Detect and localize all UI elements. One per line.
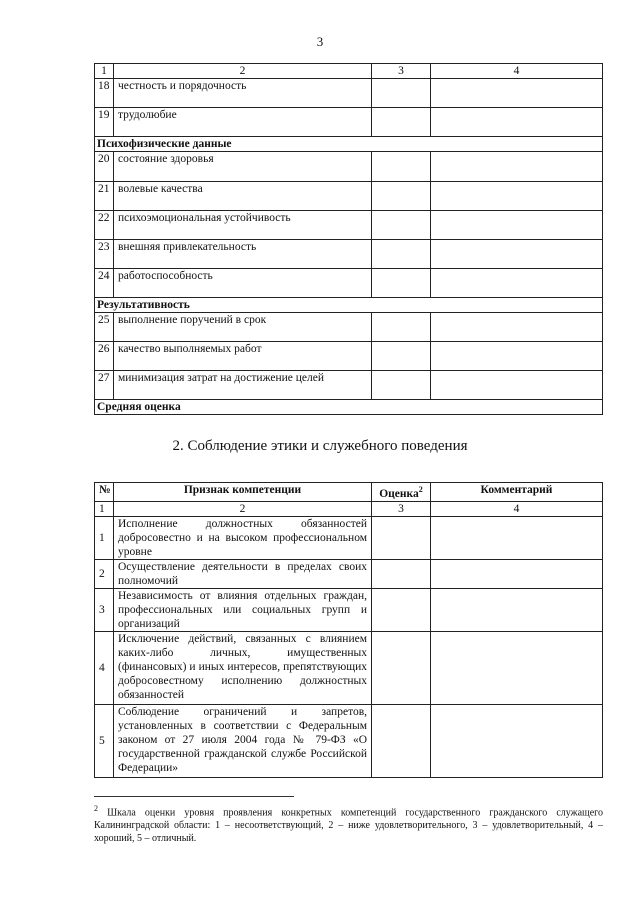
comment-cell[interactable] — [431, 588, 603, 631]
table-row — [95, 516, 603, 559]
section-label: Психофизические данные — [95, 137, 603, 152]
section-2-title: 2. Соблюдение этики и служебного поведения — [172, 438, 468, 454]
footnote — [94, 802, 603, 845]
row-number: 21 — [95, 182, 114, 211]
section-label: Средняя оценка — [95, 400, 603, 415]
row-number: 2 — [95, 559, 114, 588]
score-cell[interactable] — [372, 313, 431, 342]
table-row — [95, 240, 603, 269]
footnote-text: Шкала оценки уровня проявления конкретных компетенций государственного гражданского служащего Калининградской области: 1 – несоответствующий, 2 – ниже удовлетворительного, 3 – удовлетворительный, 4 – хороший, 5 – отличный. — [94, 807, 603, 845]
comment-cell[interactable] — [431, 516, 603, 559]
index-cell: 2 — [114, 64, 372, 79]
row-text: трудолюбие — [114, 108, 372, 137]
page-number: 3 — [316, 34, 324, 49]
score-cell[interactable] — [372, 240, 431, 269]
score-cell[interactable] — [372, 342, 431, 371]
row-number: 26 — [95, 342, 114, 371]
index-row — [95, 501, 603, 516]
comment-cell[interactable] — [431, 559, 603, 588]
row-number: 18 — [95, 79, 114, 108]
index-cell: 4 — [431, 64, 603, 79]
row-text: качество выполняемых работ — [114, 342, 372, 371]
table-row — [95, 559, 603, 588]
section-row — [95, 298, 603, 313]
footnote-mark: 2 — [94, 804, 98, 813]
column-header-num: № — [95, 483, 114, 502]
score-cell[interactable] — [372, 269, 431, 298]
index-cell: 2 — [114, 501, 372, 516]
score-cell[interactable] — [372, 704, 431, 777]
index-cell: 3 — [372, 64, 431, 79]
column-header-comment: Комментарий — [431, 483, 603, 502]
row-text: работоспособность — [114, 269, 372, 298]
table-row — [95, 269, 603, 298]
score-cell[interactable] — [372, 79, 431, 108]
row-number: 19 — [95, 108, 114, 137]
section-row — [95, 400, 603, 415]
score-cell[interactable] — [372, 588, 431, 631]
score-cell[interactable] — [372, 631, 431, 704]
row-number: 22 — [95, 211, 114, 240]
ethics-table-header-row — [95, 483, 603, 502]
index-cell: 1 — [95, 501, 114, 516]
index-cell: 3 — [372, 501, 431, 516]
table-row — [95, 704, 603, 777]
table-row — [95, 79, 603, 108]
comment-cell[interactable] — [431, 704, 603, 777]
row-number: 5 — [95, 704, 114, 777]
score-cell[interactable] — [372, 371, 431, 400]
row-text: Исключение действий, связанных с влиянием каких-либо личных, имущественных (финансовых) и иных интересов, препятствующих добросовестному исполнению должностных обязанностей — [114, 631, 372, 704]
score-cell[interactable] — [372, 559, 431, 588]
competence-table-continued — [94, 63, 603, 415]
index-cell: 4 — [431, 501, 603, 516]
comment-cell[interactable] — [431, 152, 603, 182]
index-header-row — [95, 64, 603, 79]
score-cell[interactable] — [372, 516, 431, 559]
table-row — [95, 182, 603, 211]
comment-cell[interactable] — [431, 79, 603, 108]
footnote-ref: 2 — [418, 485, 423, 494]
table-row — [95, 313, 603, 342]
table-row — [95, 342, 603, 371]
section-label: Результативность — [95, 298, 603, 313]
section-row — [95, 137, 603, 152]
score-cell[interactable] — [372, 108, 431, 137]
row-text: минимизация затрат на достижение целей — [114, 371, 372, 400]
table-row — [95, 371, 603, 400]
index-cell: 1 — [95, 64, 114, 79]
row-text: состояние здоровья — [114, 152, 372, 182]
row-number: 4 — [95, 631, 114, 704]
comment-cell[interactable] — [431, 211, 603, 240]
comment-cell[interactable] — [431, 240, 603, 269]
table-row — [95, 108, 603, 137]
comment-cell[interactable] — [431, 108, 603, 137]
row-number: 24 — [95, 269, 114, 298]
footnote-separator — [94, 796, 294, 797]
row-text: Соблюдение ограничений и запретов, установленных в соответствии с Федеральным законом от 27 июля 2004 года № 79-ФЗ «О государственной гражданской службе Российской Федерации» — [114, 704, 372, 777]
column-header-score: Оценка$^2$ — [372, 483, 431, 502]
column-header-feature: Признак компетенции — [114, 483, 372, 502]
row-number: 25 — [95, 313, 114, 342]
row-text: честность и порядочность — [114, 79, 372, 108]
row-text: выполнение поручений в срок — [114, 313, 372, 342]
table-row — [95, 211, 603, 240]
comment-cell[interactable] — [431, 342, 603, 371]
comment-cell[interactable] — [431, 371, 603, 400]
score-cell[interactable] — [372, 211, 431, 240]
comment-cell[interactable] — [431, 631, 603, 704]
table-row — [95, 631, 603, 704]
score-cell[interactable] — [372, 182, 431, 211]
row-number: 27 — [95, 371, 114, 400]
comment-cell[interactable] — [431, 313, 603, 342]
row-number: 1 — [95, 516, 114, 559]
row-number: 23 — [95, 240, 114, 269]
row-text: Исполнение должностных обязанностей добросовестно и на высоком профессиональном уровне — [114, 516, 372, 559]
score-cell[interactable] — [372, 152, 431, 182]
row-text: Независимость от влияния отдельных граждан, профессиональных или социальных групп и организаций — [114, 588, 372, 631]
table-row — [95, 152, 603, 182]
table-row — [95, 588, 603, 631]
row-number: 3 — [95, 588, 114, 631]
row-text: психоэмоциональная устойчивость — [114, 211, 372, 240]
row-text: Осуществление деятельности в пределах своих полномочий — [114, 559, 372, 588]
comment-cell[interactable] — [431, 269, 603, 298]
row-number: 20 — [95, 152, 114, 182]
row-text: волевые качества — [114, 182, 372, 211]
comment-cell[interactable] — [431, 182, 603, 211]
row-text: внешняя привлекательность — [114, 240, 372, 269]
ethics-table — [94, 482, 603, 778]
